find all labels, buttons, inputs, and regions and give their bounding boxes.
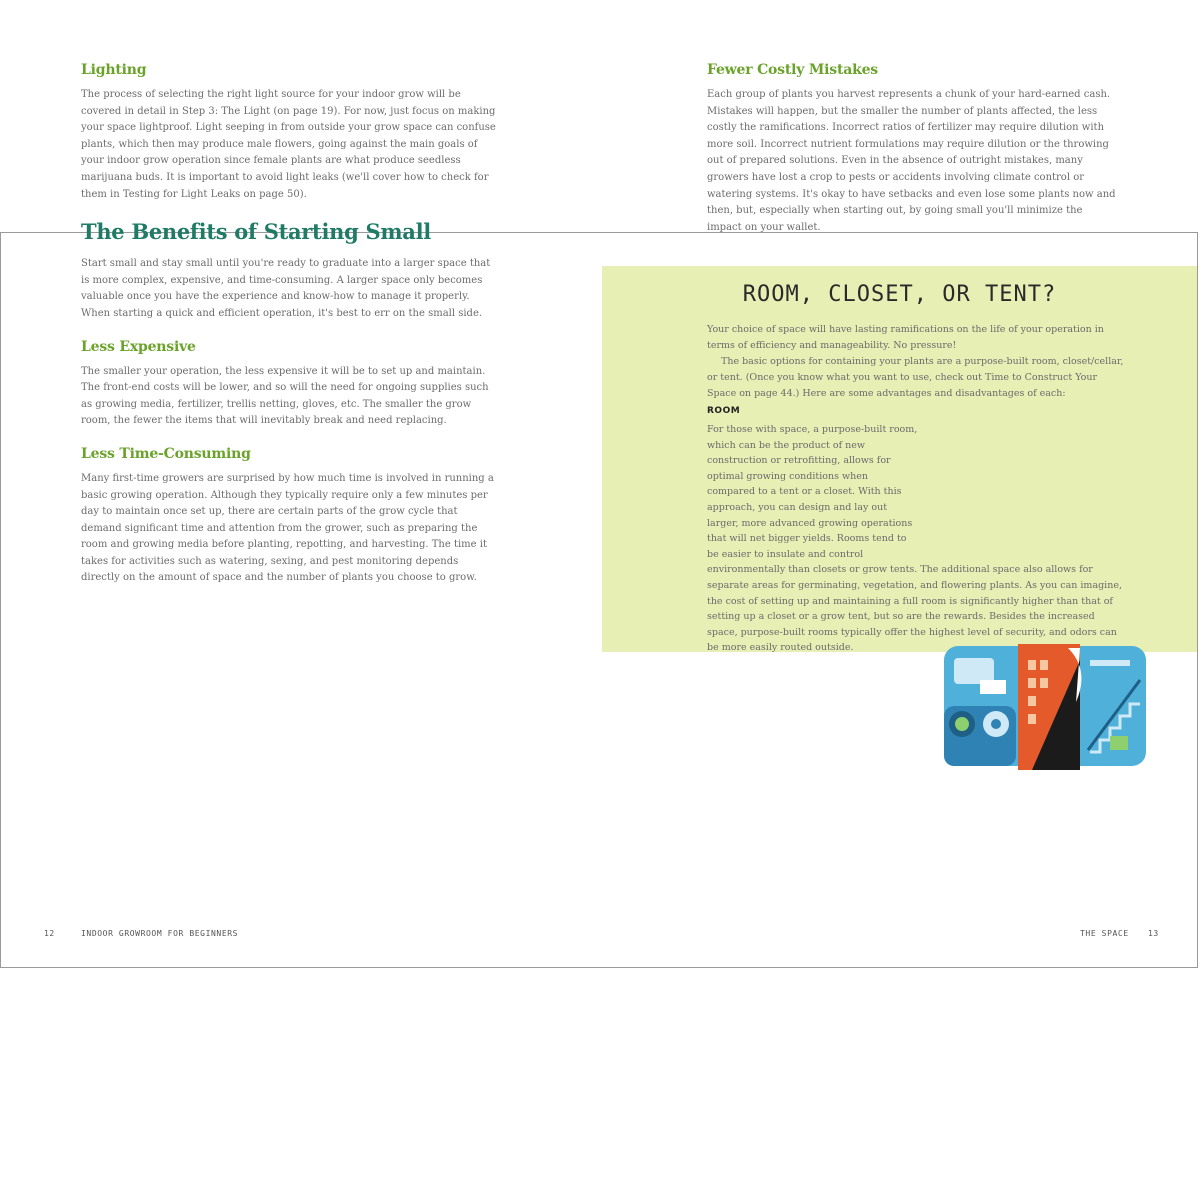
less-expensive-heading: Less Expensive [81,338,196,355]
lighting-paragraph: The process of selecting the right light source for your indoor grow will be covered in detail in Step 3: The Light (on page 19). For now, just focus on making your space lightproof. Light seeping in from outside your grow space can confuse plants, which then may produce male flowers, going against the main goals of your indoor grow operation since female plants are what produce seedless marijuana buds. It is important to avoid light leaks (we'll cover how to check for them in Testing for Light Leaks on page 50). [81,89,496,200]
sidebar-title: ROOM, CLOSET, OR TENT? [742,282,1057,307]
less-time-paragraph: Many first-time growers are surprised by how much time is involved in running a basic growing operation. Although they typically require only a few minutes per day to maintain once set up, there are certain parts of the grow cycle that demand significant time and attention from the grower, such as preparing the room and growing media before planting, repotting, and harvesting. The time it takes for activities such as watering, sexing, and pest monitoring depends directly on the amount of space and the number of plants you choose to grow. [81,472,494,584]
right-page-column [707,62,1117,252]
room-label: ROOM [707,406,741,416]
right-running-title: THE SPACE [1080,929,1129,938]
benefits-paragraph: Start small and stay small until you're ready to graduate into a larger space that is more complex, expensive, and time-consuming. A larger space only becomes valuable once you have the experience and know-how to manage it properly. When starting a quick and efficient operation, it's best to err on the small side. [81,258,491,319]
mistakes-paragraph: Each group of plants you harvest represents a chunk of your hard-earned cash. Mistakes will happen, but the smaller the number of plants affected, the less costly the ramifications. Incorrect ratios of fertilizer may require dilution with more soil. Incorrect nutrient formulations may require dilution or the throwing out of prepared solutions. Even in the absence of outright mistakes, many growers have lost a crop to pests or accidents involving climate control or watering systems. It's okay to have setbacks and even lose some plants now and then, but, especially when starting out, by going small you'll minimize the impact on your wallet. [707,89,1116,233]
illustration-spacer [927,422,1127,562]
left-page-column [81,62,496,603]
sidebar-intro-paragraph-1: Your choice of space will have lasting ramifications on the life of your operation in terms of efficiency and manageability. No pressure! [707,324,1104,351]
sidebar-intro-paragraph-2: The basic options for containing your plants are a purpose-built room, closet/cellar, or tent. (Once you know what you want to use, check out Time to Construct Your Space on page 44.) Here are some advantages and disadvantages of each: [707,356,1124,399]
sidebar-intro [707,322,1127,402]
less-expensive-paragraph: The smaller your operation, the less expensive it will be to set up and maintain. The front-end costs will be lower, and so will the need for ongoing supplies such as growing media, fertilizer, trellis netting, gloves, etc. The smaller the grow room, the fewer the items that will inevitably break and need replacing. [81,365,489,427]
plant-icon [955,717,969,731]
shelf-shape [1090,660,1130,666]
left-running-title: INDOOR GROWROOM FOR BEGINNERS [81,929,239,938]
planter-icon [1110,736,1128,750]
lighting-heading: Lighting [81,62,147,78]
lamp-icon [980,680,1006,694]
mistakes-heading: Fewer Costly Mistakes [707,62,878,78]
less-time-heading: Less Time-Consuming [81,445,251,462]
grow-room-illustration [940,640,1150,772]
sidebar-box [602,266,1197,652]
right-page-number: 13 [1148,929,1159,938]
left-page-number: 12 [44,929,55,938]
room-paragraph: For those with space, a purpose-built room, which can be the product of new construction or retrofitting, allows for optimal growing conditions when compared to a tent or a closet. With this approach, you can design and lay out larger, more advanced growing operations that will net bigger yields. Rooms tend to be easier to insulate and control environmentally than closets or grow tents. The additional space also allows for separate areas for germinating, vegetation, and flowering plants. As you can imagine, the cost of setting up and maintaining a full room is significantly higher than that of setting up a closet or a grow tent, but so are the rewards. Besides the increased space, purpose-built rooms typically offer the highest level of security, and odors can be more easily routed outside. [707,424,1122,654]
benefits-heading: The Benefits of Starting Small [81,219,431,245]
room-text-block [707,422,1127,656]
